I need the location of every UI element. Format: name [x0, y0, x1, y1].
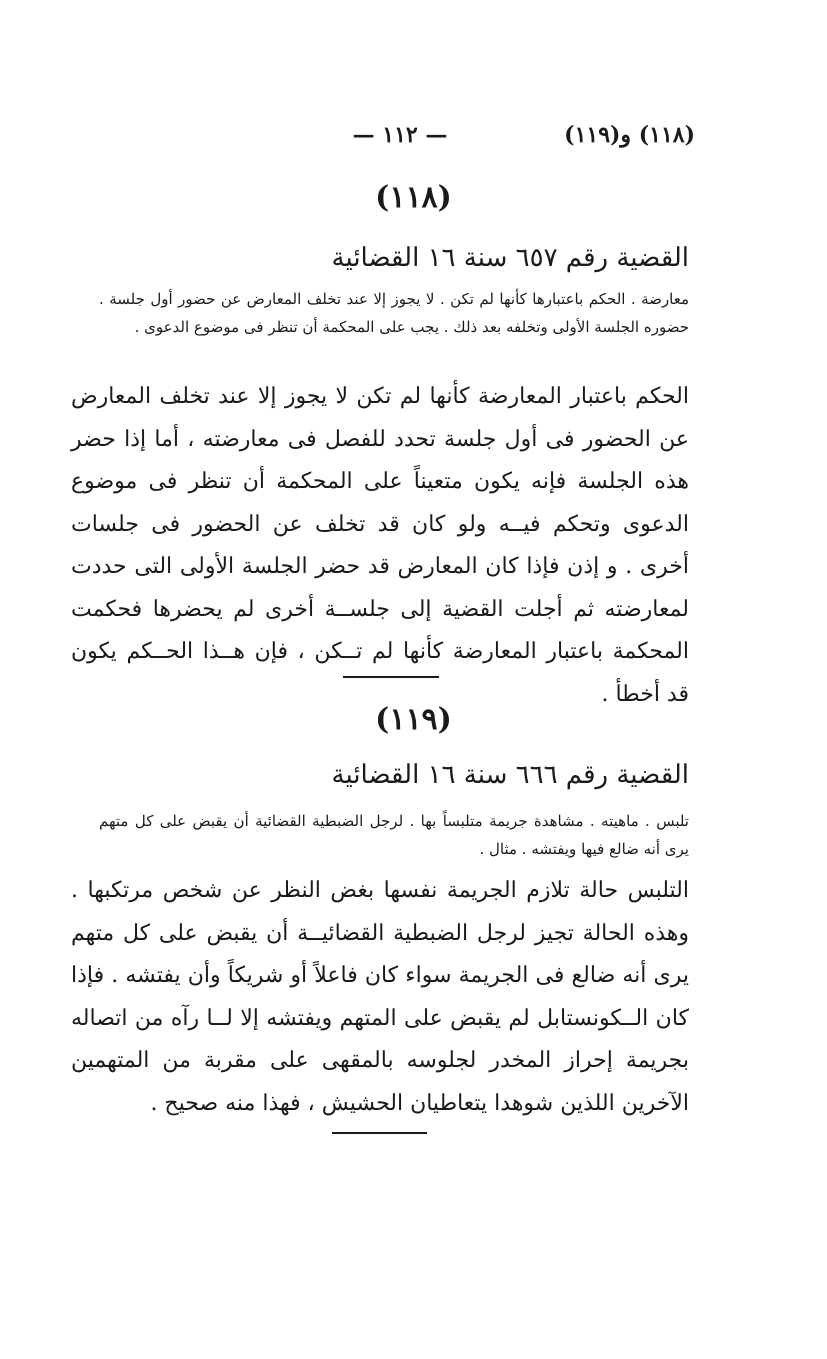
- end-divider: [332, 1132, 427, 1134]
- case-summary: تلبس . ماهيته . مشاهدة جريمة متلبساً بها . لرجل الضبطية القضائية أن يقبض على كل متهم يرى أنه ضالع فيها ويفتشه . مثال .: [99, 812, 689, 858]
- case-body: التلبس حالة تلازم الجريمة نفسها بغض النظر عن شخص مرتكبها . وهذه الحالة تجيز لرجل الضبطية القضائيــة أن يقبض على كل متهم يرى أنه ضالع فى الجريمة سواء كان فاعلاً أو شريكاً وأن يفتشه . فإذا كان الــكونستابل لم يقبض على المتهم ويفتشه إلا لــا رآه من اتصاله بجريمة إحراز المخدر لجلوسه بالمقهى على مقربة من المتهمين الآخرين اللذين شوهدا يتعاطيان الحشيش ، فهذا منه صحيح .: [71, 878, 689, 1116]
- case-number: (١١٩): [375, 702, 452, 737]
- case-number: (١١٨): [375, 180, 452, 215]
- page-number: — ١١٢ —: [352, 122, 448, 148]
- case-summary: معارضة . الحكم باعتبارها كأنها لم تكن . لا يجوز إلا عند تخلف المعارض عن حضور أول جلسة . حضوره الجلسة الأولى وتخلفه بعد ذلك . يجب على المحكمة أن تنظر فى موضوع الدعوى .: [99, 290, 689, 336]
- running-header-reference: (١١٨) و(١١٩): [564, 122, 695, 148]
- case-title: القضية رقم ٦٥٧ سنة ١٦ القضائية: [331, 243, 689, 273]
- case-body: الحكم باعتبار المعارضة كأنها لم تكن لا يجوز إلا عند تخلف المعارض عن الحضور فى أول جلسة تحدد للفصل فى معارضته ، أما إذا حضر هذه الجلسة فإنه يكون متعيناً على المحكمة أن تنظر فى موضوع الدعوى وتحكم فيــه ولو كان قد تخلف عن الحضور فى جلسات أخرى . و إذن فإذا كان المعارض قد حضر الجلسة الأولى التى حددت لمعارضته ثم أجلت القضية إلى جلســة أخرى لم يحضرها فحكمت المحكمة باعتبار المعارضة كأنها لم تــكن ، فإن هــذا الحــكم يكون قد أخطأ .: [71, 384, 689, 707]
- case-title: القضية رقم ٦٦٦ سنة ١٦ القضائية: [331, 760, 689, 790]
- section-divider: [343, 676, 439, 678]
